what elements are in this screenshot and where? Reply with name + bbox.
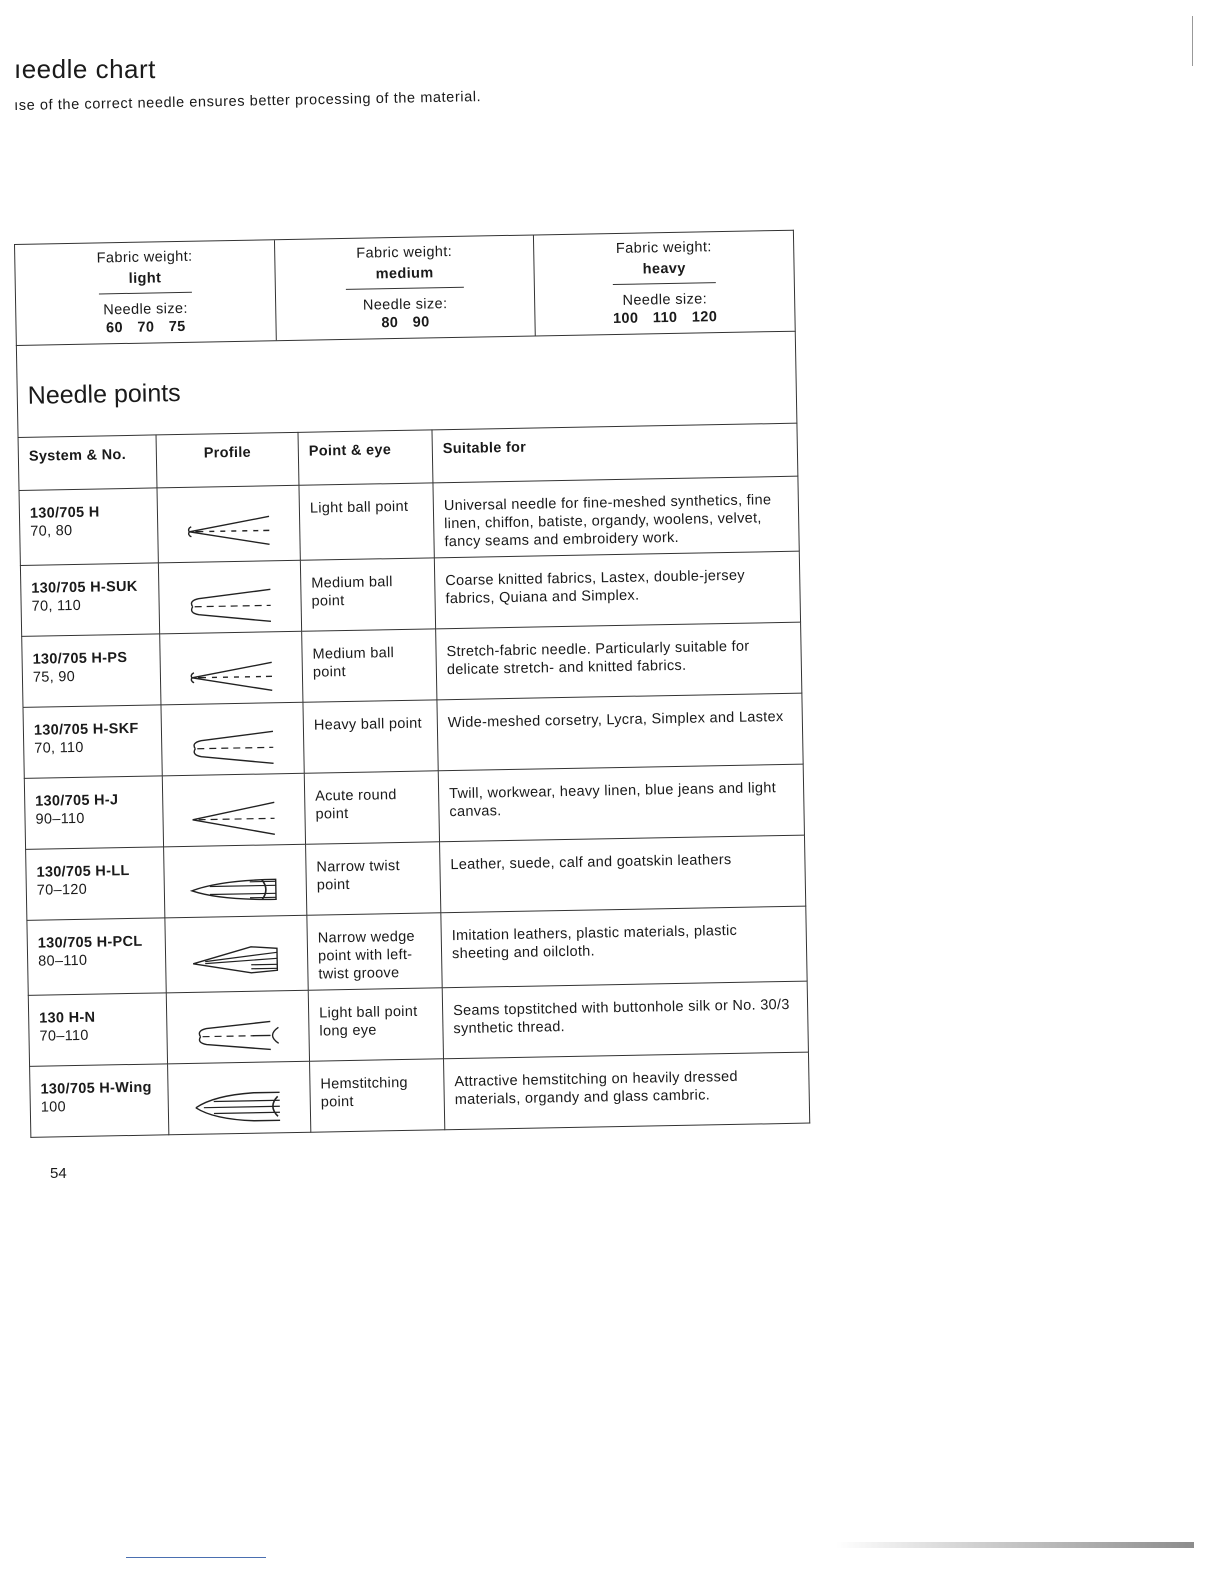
- system-code: 130/705 H-J: [35, 792, 119, 810]
- point-cell: Acute round point: [304, 771, 439, 844]
- fabric-weight-medium: [275, 235, 536, 340]
- profile-cell: [162, 773, 305, 847]
- system-sizes: 70, 80: [30, 522, 73, 540]
- long-eye-needle-icon: [171, 1013, 305, 1059]
- fabric-weight-level: medium: [345, 263, 463, 290]
- heavy-ball-point-needle-icon: [166, 725, 300, 771]
- system-cell: [27, 918, 166, 996]
- system-sizes: 70–110: [39, 1027, 89, 1045]
- column-header-system: System & No.: [18, 435, 157, 491]
- system-code: 130/705 H-LL: [36, 862, 130, 881]
- suitable-cell: Stretch-fabric needle. Particularly suitable for delicate stretch- and knitted fabrics.: [436, 622, 802, 700]
- system-code: 130/705 H-Wing: [40, 1079, 152, 1098]
- needle-points-table: [18, 423, 811, 1138]
- system-sizes: 90–110: [35, 810, 85, 828]
- profile-cell: [157, 485, 300, 563]
- system-code: 130/705 H: [29, 504, 100, 522]
- fabric-weight-heavy: [534, 231, 794, 336]
- suitable-cell: Twill, workwear, heavy linen, blue jeans and light canvas.: [438, 764, 804, 842]
- section-title: Needle points: [27, 378, 181, 410]
- suitable-cell: Universal needle for fine-meshed synthetics, fine linen, chiffon, batiste, organdy, woolens, velvet, fancy seams and embroidery work.: [433, 476, 799, 558]
- system-cell: [19, 488, 158, 566]
- needle-sizes: 80 90: [381, 314, 430, 332]
- fabric-weight-level: light: [99, 268, 192, 295]
- system-code: 130/705 H-PS: [32, 649, 128, 668]
- page-title: ıeedle chart: [14, 54, 156, 84]
- system-sizes: 70, 110: [31, 597, 82, 615]
- profile-cell: [158, 560, 301, 634]
- point-cell: Medium ball point: [300, 558, 435, 631]
- column-header-point: Point & eye: [298, 430, 433, 485]
- suitable-cell: Leather, suede, calf and goatskin leathers: [440, 835, 806, 913]
- needle-points-header: [16, 331, 798, 437]
- needle-size-label: Needle size:: [103, 300, 188, 319]
- system-cell: [23, 705, 162, 779]
- profile-cell: [164, 844, 307, 918]
- page-number: 54: [50, 1165, 67, 1182]
- profile-cell: [160, 631, 303, 705]
- profile-cell: [166, 990, 309, 1064]
- system-cell: [28, 993, 167, 1067]
- profile-cell: [165, 915, 308, 993]
- point-cell: Narrow wedge point with left-twist groove: [307, 913, 442, 990]
- needle-size-label: Needle size:: [362, 296, 448, 314]
- scan-underline: [126, 1557, 266, 1558]
- point-cell: Narrow twist point: [306, 842, 441, 915]
- profile-cell: [161, 702, 304, 776]
- point-cell: Light ball point: [299, 483, 434, 560]
- table-row: [27, 906, 807, 995]
- point-cell: Light ball point long eye: [308, 988, 443, 1061]
- system-code: 130/705 H-PCL: [37, 933, 143, 952]
- needle-chart: [14, 230, 810, 1138]
- system-sizes: 80–110: [38, 952, 88, 970]
- table-row: [30, 1052, 810, 1137]
- suitable-cell: Coarse knitted fabrics, Lastex, double-jersey fabrics, Quiana and Simplex.: [434, 551, 800, 629]
- point-cell: Heavy ball point: [303, 700, 438, 773]
- scan-edge-shadow: [836, 1542, 1194, 1548]
- point-cell: Hemstitching point: [310, 1059, 445, 1132]
- stretch-needle-icon: [165, 654, 299, 700]
- system-cell: [30, 1064, 169, 1138]
- suitable-cell: Attractive hemstitching on heavily dressed materials, organdy and glass cambric.: [444, 1052, 810, 1130]
- table-row: [19, 476, 799, 565]
- system-code: 130/705 H-SKF: [33, 720, 139, 739]
- system-cell: [22, 634, 161, 708]
- system-code: 130 H-N: [39, 1009, 96, 1027]
- system-cell: [20, 563, 159, 637]
- needle-sizes: 100 110 120: [612, 309, 718, 328]
- acute-point-needle-icon: [167, 796, 301, 842]
- medium-ball-point-needle-icon: [163, 583, 297, 629]
- ball-point-needle-icon: [162, 508, 296, 554]
- fabric-weight-label: Fabric weight:: [96, 248, 193, 267]
- system-sizes: 75, 90: [32, 668, 76, 686]
- wedge-point-needle-icon: [170, 938, 304, 984]
- scan-edge-mark: [1192, 16, 1193, 66]
- wing-needle-icon: [172, 1084, 306, 1130]
- fabric-weight-label: Fabric weight:: [615, 239, 712, 257]
- point-cell: Medium ball point: [302, 629, 437, 702]
- suitable-cell: Wide-meshed corsetry, Lycra, Simplex and Lastex: [437, 693, 803, 771]
- system-sizes: 100: [40, 1099, 67, 1116]
- fabric-weight-label: Fabric weight:: [356, 243, 453, 262]
- fabric-weight-table: [14, 230, 796, 345]
- system-sizes: 70, 110: [34, 739, 84, 757]
- system-cell: [26, 847, 165, 921]
- twist-point-needle-icon: [168, 867, 302, 913]
- column-header-profile: Profile: [156, 432, 299, 488]
- needle-sizes: 60 70 75: [105, 318, 186, 337]
- suitable-cell: Seams topstitched with buttonhole silk or No. 30/3 synthetic thread.: [442, 981, 808, 1059]
- fabric-weight-level: heavy: [613, 258, 717, 285]
- profile-cell: [168, 1061, 311, 1135]
- system-sizes: 70–120: [36, 881, 88, 899]
- system-cell: [24, 776, 163, 850]
- suitable-cell: Imitation leathers, plastic materials, plastic sheeting and oilcloth.: [441, 906, 807, 988]
- page-subtitle: ıse of the correct needle ensures better processing of the material.: [14, 89, 482, 114]
- system-code: 130/705 H-SUK: [31, 578, 138, 597]
- fabric-weight-light: [15, 240, 276, 345]
- column-header-suitable: Suitable for: [432, 423, 798, 483]
- needle-size-label: Needle size:: [622, 291, 708, 309]
